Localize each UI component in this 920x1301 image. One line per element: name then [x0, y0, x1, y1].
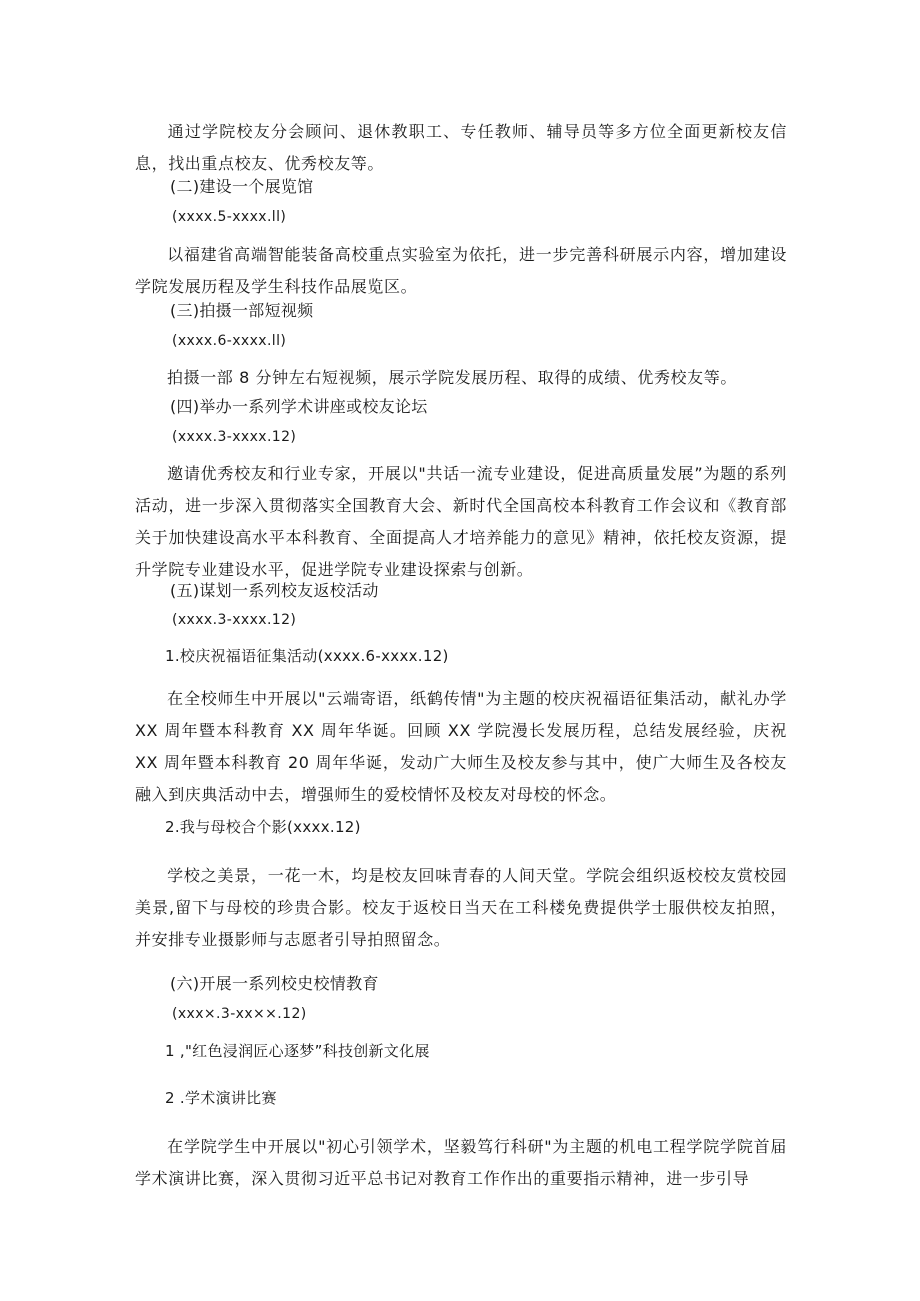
paragraph-lectures-forums — [135, 458, 787, 586]
paragraph-text: 邀请优秀校友和行业专家，开展以"共话一流专业建设，促进高质量发展”为题的系列活动，进一步深入贯彻落实全国教育大会、新时代全国高校本科教育工作会议和《教育部关于加快建设高水平本科教育、全面提高人才培养能力的意见》精神，依托校友资源，提升学院专业建设水平，促进学院专业建设探索与创新。 — [135, 464, 787, 579]
date-alumni-return: (xxxx.3-xxxx.12) — [172, 612, 297, 628]
paragraph-short-video — [135, 362, 787, 394]
date-history-education: (xxx×.3-xx××.12) — [172, 1006, 307, 1022]
paragraph-exhibition-hall — [135, 239, 787, 303]
heading-short-video: (三)拍摄一部短视频 — [170, 301, 314, 320]
paragraph-text: 在全校师生中开展以"云端寄语，纸鹤传情"为主题的校庆祝福语征集活动，献礼办学 XX 周年暨本科教育 XX 周年华诞。回顾 XX 学院漫长发展历程，总结发展经验，庆祝 XX 周年暨本科教育 20 周年华诞，发动广大师生及校友参与其中，使广大师生及各校友融入到庆典活动中去，增强师生的爱校情怀及校友对母校的怀念。 — [135, 689, 787, 804]
paragraph-update-alumni-info — [135, 116, 787, 180]
paragraph-text: 学校之美景，一花一木，均是校友回味青春的人间天堂。学院会组织返校校友赏校园美景,留下与母校的珍贵合影。校友于返校日当天在工科楼免费提供学士服供校友拍照，并安排专业摄影师与志愿者引导拍照留念。 — [135, 866, 787, 949]
paragraph-photo-with-school — [135, 860, 787, 956]
heading-exhibition-hall: (二)建设一个展览馆 — [170, 177, 314, 196]
heading-history-education: (六)开展一系列校史校情教育 — [170, 974, 379, 993]
date-short-video: (xxxx.6-xxxx.ll) — [172, 333, 287, 349]
paragraph-speech-contest — [135, 1131, 787, 1195]
paragraph-text: 在学院学生中开展以"初心引领学术，坚毅笃行科研"为主题的机电工程学院学院首届学术演讲比赛，深入贯彻习近平总书记对教育工作作出的重要指示精神，进一步引导 — [135, 1137, 787, 1188]
heading-lectures-forums: (四)举办一系列学术讲座或校友论坛 — [170, 397, 428, 416]
paragraph-text: 拍摄一部 8 分钟左右短视频，展示学院发展历程、取得的成绩、优秀校友等。 — [167, 368, 737, 387]
subheading-culture-exhibition: 1 ,"红色浸润匠心逐梦”科技创新文化展 — [165, 1042, 430, 1060]
date-lectures-forums: (xxxx.3-xxxx.12) — [172, 429, 297, 445]
paragraph-text: 以福建省高端智能装备高校重点实验室为依托，进一步完善科研展示内容，增加建设学院发展历程及学生科技作品展览区。 — [135, 245, 787, 296]
paragraph-text: 通过学院校友分会顾问、退休教职工、专任教师、辅导员等多方位全面更新校友信息，找出重点校友、优秀校友等。 — [135, 122, 787, 173]
subheading-blessing-collection: 1.校庆祝福语征集活动(xxxx.6-xxxx.12) — [165, 647, 449, 665]
paragraph-blessing-collection — [135, 683, 787, 811]
subheading-speech-contest: 2 .学术演讲比赛 — [165, 1089, 277, 1107]
date-exhibition-hall: (xxxx.5-xxxx.ll) — [172, 209, 287, 225]
heading-alumni-return: (五)谋划一系列校友返校活动 — [170, 581, 379, 600]
subheading-photo-with-school: 2.我与母校合个影(xxxx.12) — [165, 818, 361, 836]
